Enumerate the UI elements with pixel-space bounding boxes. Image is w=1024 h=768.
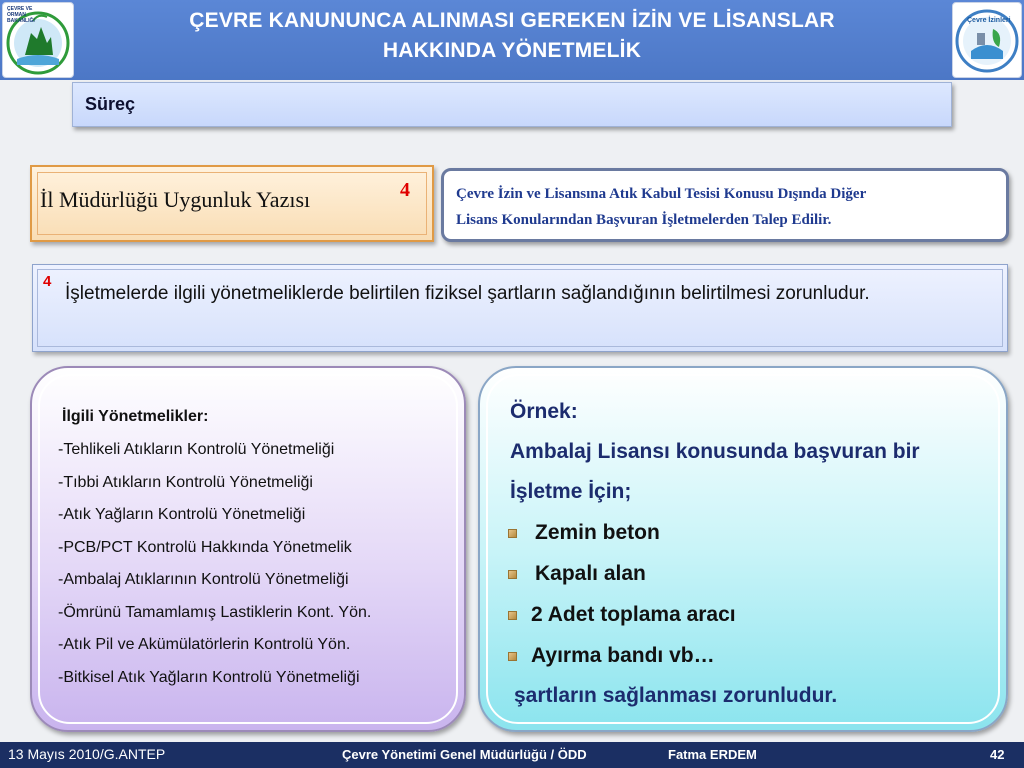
footer-organization: Çevre Yönetimi Genel Müdürlüğü / ÖDD [342,747,587,762]
info-box-text [456,181,1006,233]
example-box [478,366,1008,732]
example-bullet-item [508,603,736,627]
section-title-bar [72,82,952,127]
info-line-2: Lisans Konularından Başvuran İşletmelerden Talep Edilir. [456,212,832,228]
example-bullet-text: Zemin beton [535,521,660,544]
regulation-item: -Atık Yağların Kontrolü Yönetmeliği [58,506,306,523]
regulation-item: -Bitkisel Atık Yağların Kontrolü Yönetmeliği [58,668,360,686]
ministry-logo [2,2,74,78]
regulations-heading: İlgili Yönetmelikler: [62,408,209,425]
step-box-footnote-marker: 4 [400,179,410,201]
example-bullet-text: Ayırma bandı vb… [531,644,715,667]
slide-title [80,6,944,66]
step-box [30,165,434,242]
step-box-text: İl Müdürlüğü Uygunluk Yazısı [40,187,311,212]
example-bullet-text: 2 Adet toplama aracı [531,603,736,626]
example-bullet-item [508,521,660,545]
regulation-item: -Atık Pil ve Akümülatörlerin Kontrolü Yön. [58,636,351,653]
square-bullet-icon [508,611,517,620]
example-line-2: İşletme İçin; [510,480,632,503]
environment-permits-logo-text: Çevre İzinleri [967,17,1011,24]
example-box-inner-border [486,374,1000,724]
example-closing: şartların sağlanması zorunludur. [514,684,838,707]
slide-header [0,0,1024,80]
square-bullet-icon [508,652,517,661]
section-title: Süreç [85,94,136,114]
footnote-box [32,264,1008,352]
environment-permits-logo [952,2,1022,78]
example-bullet-item [508,562,646,586]
footer-author: Fatma ERDEM [668,747,757,762]
square-bullet-icon [508,570,517,579]
example-heading: Örnek: [510,400,578,423]
footer-date-location: 13 Mayıs 2010/G.ANTEP [8,746,166,762]
example-bullet-item [508,644,715,668]
info-line-1: Çevre İzin ve Lisansına Atık Kabul Tesisi Konusu Dışında Diğer [456,186,867,202]
regulation-item: -Tıbbi Atıkların Kontrolü Yönetmeliği [58,473,313,491]
slide-footer [0,742,1024,768]
regulation-item: -PCB/PCT Kontrolü Hakkında Yönetmelik [58,538,352,556]
info-box [441,168,1009,242]
example-line-1: Ambalaj Lisansı konusunda başvuran bir [510,440,920,463]
environment-permits-logo-icon [953,3,1021,77]
footnote-text: İşletmelerde ilgili yönetmeliklerde belirtilen fiziksel şartların sağlandığının belirtilmesi zorunludur. [65,283,870,304]
square-bullet-icon [508,529,517,538]
title-line-1: ÇEVRE KANUNUNCA ALINMASI GEREKEN İZİN VE LİSANSLAR [189,9,835,32]
footnote-marker: 4 [43,273,52,290]
regulation-item: -Ambalaj Atıklarının Kontrolü Yönetmeliği [58,571,349,588]
example-bullet-text: Kapalı alan [535,562,646,585]
regulations-box [30,366,466,732]
regulation-item: -Ömrünü Tamamlamış Lastiklerin Kont. Yön. [58,603,372,621]
regulation-item: -Tehlikeli Atıkların Kontrolü Yönetmeliği [58,441,335,458]
ministry-logo-text: ÇEVRE VE ORMAN BAKANLIĞI [7,6,35,24]
regulations-list [58,434,371,694]
title-line-2: HAKKINDA YÖNETMELİK [382,39,642,62]
page-number: 42 [990,747,1005,762]
